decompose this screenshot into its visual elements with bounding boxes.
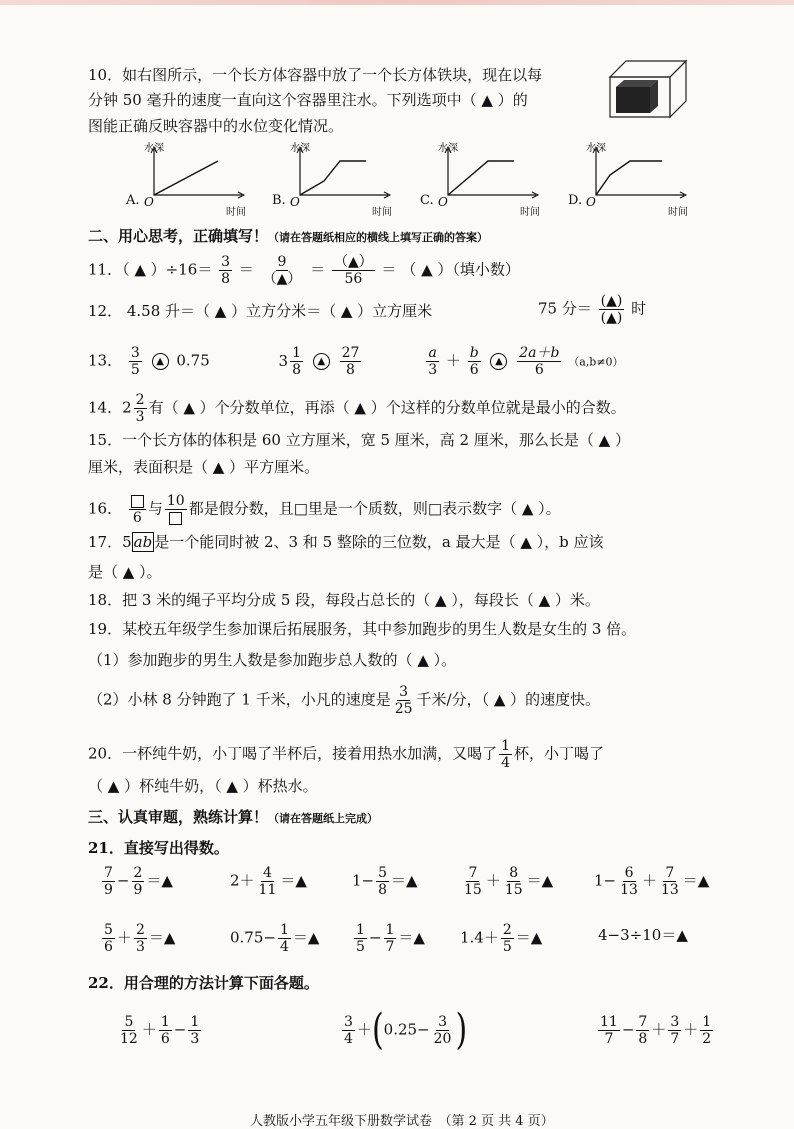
q20-l1b: 杯，小丁喝了 — [514, 744, 605, 763]
q21-eq: ＝▲ — [661, 926, 688, 944]
q13-f4n: a — [428, 345, 437, 361]
water-level-line — [300, 161, 366, 195]
graph-option-c — [420, 143, 546, 218]
q21-eq: ＝▲ — [526, 871, 554, 890]
q13-whole: 3 — [278, 351, 289, 370]
q19-line2: （1）参加跑步的男生人数是参加跑步总人数的（ ▲ ）。 — [88, 651, 457, 669]
q13-num: 13． — [88, 351, 123, 370]
q11-f2n: 9 — [277, 254, 287, 270]
q21-row1-item1: $\frac{7}{9}$ − $\frac{2}{9}$ ＝▲ — [104, 865, 173, 898]
q12-c: 时 — [631, 299, 647, 318]
q12-a: 12． 4.58 升＝（ ▲ ）立方分米＝（ ▲ ）立方厘米 — [88, 302, 433, 320]
graph-option-b — [272, 143, 398, 218]
page-footer: 人教版小学五年级下册数学试卷 （第 2 页 共 4 页） — [250, 1114, 554, 1129]
q19-l3b: 千米/分，（ ▲ ）的速度快。 — [416, 690, 601, 709]
q14-text: 有（ ▲ ）个分数单位，再添（ ▲ ）个这样的分数单位就是最小的合数。 — [148, 398, 626, 417]
section3-note: （请在答题纸上完成） — [268, 812, 379, 825]
q13-cond: （a,b≠0） — [568, 355, 624, 369]
q21-row2-item2: 0.75− $\frac{1}{4}$ ＝▲ — [230, 922, 320, 955]
q13-f3d: 8 — [346, 362, 355, 378]
section2-title — [88, 226, 488, 248]
origin-label: O — [586, 195, 596, 209]
origin-label: O — [438, 195, 448, 209]
q16 — [88, 493, 561, 526]
x-axis-label: 时间 — [372, 207, 392, 218]
q12 — [88, 301, 432, 321]
q14-whole: 2 — [122, 398, 132, 417]
q17-text: 是一个能同时被 2、3 和 5 整除的三位数，a 最大是（ ▲ ），b 应该 — [154, 533, 604, 551]
q10-line1: 10．如右图所示，一个长方体容器中放了一个长方体铁块，现在以每 — [88, 66, 543, 84]
q13-f2n: 1 — [292, 345, 302, 361]
x-axis-label: 时间 — [520, 207, 540, 218]
water-level-line — [154, 161, 218, 195]
q21-row2-item4: 1.4＋ $\frac{2}{5}$ ＝▲ — [460, 922, 543, 955]
q13-f1n: 3 — [130, 345, 140, 361]
container-figure — [604, 55, 690, 121]
q17-line2: 是（ ▲ ）。 — [88, 563, 162, 581]
q21-eq: ＝▲ — [146, 871, 173, 890]
q12-frac — [599, 293, 625, 326]
q19-fd: 25 — [394, 701, 413, 717]
q20-l1a: 20．一杯纯牛奶，小丁喝了半杯后，接着用热水加满，又喝了 — [88, 744, 498, 763]
origin-label: O — [290, 195, 300, 209]
q13-f6d: 6 — [534, 362, 544, 378]
axis-arrows — [445, 147, 538, 198]
section2-heading: 二、用心思考，正确填写！ — [88, 227, 269, 245]
q20-fd: 4 — [501, 755, 511, 771]
q11 — [88, 254, 520, 287]
q11-eq1: ＝ — [238, 260, 254, 279]
y-axis-label: 水深 — [144, 143, 164, 154]
q16-mid: 与 — [147, 499, 163, 518]
x-axis-label: 时间 — [668, 207, 688, 218]
q10-line3: 图能正确反映容器中的水位变化情况。 — [88, 117, 344, 135]
q13-f5n: b — [469, 345, 479, 361]
q12-fd: (▲) — [600, 310, 623, 326]
q13-f2d: 8 — [292, 362, 302, 378]
graph-option-d — [568, 143, 694, 218]
x-axis-label: 时间 — [226, 207, 246, 218]
q21-eq: ＝▲ — [398, 928, 425, 947]
q11-f1d: 8 — [221, 271, 231, 287]
q21-row1-item3: 1− $\frac{5}{8}$ ＝▲ — [352, 865, 418, 898]
q11-a: 11．（ ▲ ）÷16＝ — [88, 260, 213, 279]
q13-f1 — [129, 345, 142, 378]
option-label: A. — [126, 193, 140, 208]
q13-f6 — [517, 345, 561, 378]
graph-axes — [596, 149, 684, 195]
q19-line3 — [88, 684, 600, 717]
q22-item1: $\frac{5}{12}$ ＋ $\frac{1}{6}$ − $\frac{1}{3}$ — [120, 1014, 200, 1047]
q12-right — [538, 293, 646, 326]
q11-f2d: （▲） — [262, 271, 302, 287]
q18: 18．把 3 米的绳子平均分成 5 段，每段占总长的（ ▲ ），每段长（ ▲ ）米。 — [88, 591, 600, 609]
q13 — [88, 345, 624, 378]
q22-title: 22．用合理的方法计算下面各题。 — [88, 974, 319, 992]
q14-frac — [134, 392, 147, 425]
q17-num: 17． — [88, 533, 123, 551]
q11-frac2 — [261, 254, 304, 287]
q19-l3a: （2）小林 8 分钟跑了 1 千米，小凡的速度是 — [88, 690, 391, 709]
blank-square-icon — [131, 495, 144, 508]
q15-line2: 厘米，表面积是（ ▲ ）平方厘米。 — [88, 458, 320, 476]
q13-c1: 0.75 — [176, 351, 210, 370]
q14-fn: 2 — [135, 392, 145, 408]
q21-eq: ＝▲ — [148, 928, 176, 947]
q21-row1-item4: $\frac{7}{15}$ ＋ $\frac{8}{15}$ ＝▲ — [464, 865, 554, 898]
compare-circle-icon: ▲ — [490, 353, 507, 370]
blank-square-icon — [169, 512, 182, 525]
q11-f1n: 3 — [221, 254, 231, 270]
origin-label: O — [144, 195, 154, 209]
q21-row2-item5: 4−3÷10＝▲ — [598, 926, 688, 944]
q21-eq: ＝▲ — [391, 871, 418, 890]
q20-frac — [499, 738, 512, 771]
q16-text: 都是假分数，且□里是一个质数，则□表示数字（ ▲ ）。 — [188, 499, 561, 518]
q21-eq: ＝▲ — [682, 871, 710, 890]
q21-row1-item2: 2＋ $\frac{4}{11}$ ＝▲ — [230, 865, 307, 898]
q11-frac3 — [332, 254, 375, 287]
q21-row2-item3: $\frac{1}{5}$ − $\frac{1}{7}$ ＝▲ — [356, 922, 425, 955]
q19-frac — [393, 684, 415, 717]
y-axis-label: 水深 — [290, 143, 310, 154]
q13-f6n: 2a＋b — [519, 345, 560, 361]
q21-row2-item1: $\frac{5}{6}$ ＋ $\frac{2}{3}$ ＝▲ — [104, 922, 176, 955]
q21-eq: ＝▲ — [515, 928, 543, 947]
compare-circle-icon: ▲ — [152, 353, 169, 370]
q11-eq2: ＝ — [310, 260, 326, 279]
q20-line2: （ ▲ ）杯纯牛奶，（ ▲ ）杯热水。 — [88, 777, 318, 795]
q13-plus: ＋ — [445, 351, 461, 370]
q17-pre: 5 — [122, 533, 132, 551]
q13-f4 — [426, 345, 439, 378]
compare-circle-icon: ▲ — [313, 353, 330, 370]
q16-f1d: 6 — [132, 510, 142, 526]
q13-f1d: 5 — [130, 362, 140, 378]
graph-axes — [448, 149, 536, 195]
y-axis-label: 水深 — [586, 143, 606, 154]
q11-frac1 — [219, 254, 232, 287]
q13-f5d: 6 — [469, 362, 479, 378]
q11-f3d: 56 — [344, 271, 363, 287]
q13-f3 — [340, 345, 362, 378]
graph-option-a — [126, 143, 252, 218]
q11-f3n: （▲） — [333, 254, 373, 270]
option-label: C. — [420, 193, 434, 208]
q14-num: 14． — [88, 398, 123, 417]
q17-box: ab — [133, 533, 153, 551]
q12-b: 75 分＝ — [538, 299, 592, 318]
q17 — [88, 532, 604, 552]
water-level-line — [448, 161, 514, 195]
section3-title — [88, 807, 378, 829]
q16-num: 16． — [88, 499, 123, 518]
q14-fd: 3 — [135, 409, 145, 425]
q22-item2: $\frac{3}{4}$ ＋(0.25− $\frac{3}{20}$ ) — [344, 1005, 468, 1055]
q13-f3n: 27 — [341, 345, 360, 361]
q16-f2n: 10 — [166, 493, 185, 509]
section3-heading: 三、认真审题，熟练计算！ — [88, 808, 269, 826]
q21-eq: ＝▲ — [280, 871, 307, 890]
q22-item3: $\frac{11}{7}$ − $\frac{7}{8}$ ＋ $\frac{3}{7}$ ＋ $\frac{1}{2}$ — [600, 1014, 712, 1047]
q16-frac2 — [165, 493, 187, 526]
option-label: D. — [568, 193, 583, 208]
q11-b: ＝ （ ▲ ）（填小数） — [381, 260, 520, 279]
q10-line2: 分钟 50 毫升的速度一直向这个容器里注水。下列选项中（ ▲ ）的 — [88, 91, 528, 109]
option-label: B. — [272, 193, 286, 208]
q13-f4d: 3 — [428, 362, 438, 378]
q20-line1 — [88, 738, 604, 771]
q12-fn: (▲) — [600, 293, 623, 309]
q21-row1-item5: 1− $\frac{6}{13}$ ＋ $\frac{7}{13}$ ＝▲ — [594, 865, 710, 898]
q21-title: 21．直接写出得数。 — [88, 839, 229, 857]
y-axis-label: 水深 — [438, 143, 458, 154]
q14 — [88, 392, 626, 425]
q15-line1: 15．一个长方体的体积是 60 立方厘米，宽 5 厘米，高 2 厘米，那么长是（ ▲ ） — [88, 431, 630, 449]
q19-line1: 19．某校五年级学生参加课后拓展服务，其中参加跑步的男生人数是女生的 3 倍。 — [88, 620, 637, 638]
q13-f2 — [290, 345, 303, 378]
q20-fn: 1 — [501, 738, 511, 754]
section2-note: （请在答题纸相应的横线上填写正确的答案） — [268, 231, 489, 244]
water-level-line — [596, 161, 662, 195]
q21-eq: ＝▲ — [292, 928, 320, 947]
q13-f5 — [468, 345, 481, 378]
q19-fn: 3 — [399, 684, 409, 700]
top-edge — [0, 0, 794, 5]
axis-arrows — [297, 147, 390, 198]
q16-frac1 — [129, 493, 146, 526]
axis-arrows — [593, 147, 686, 198]
